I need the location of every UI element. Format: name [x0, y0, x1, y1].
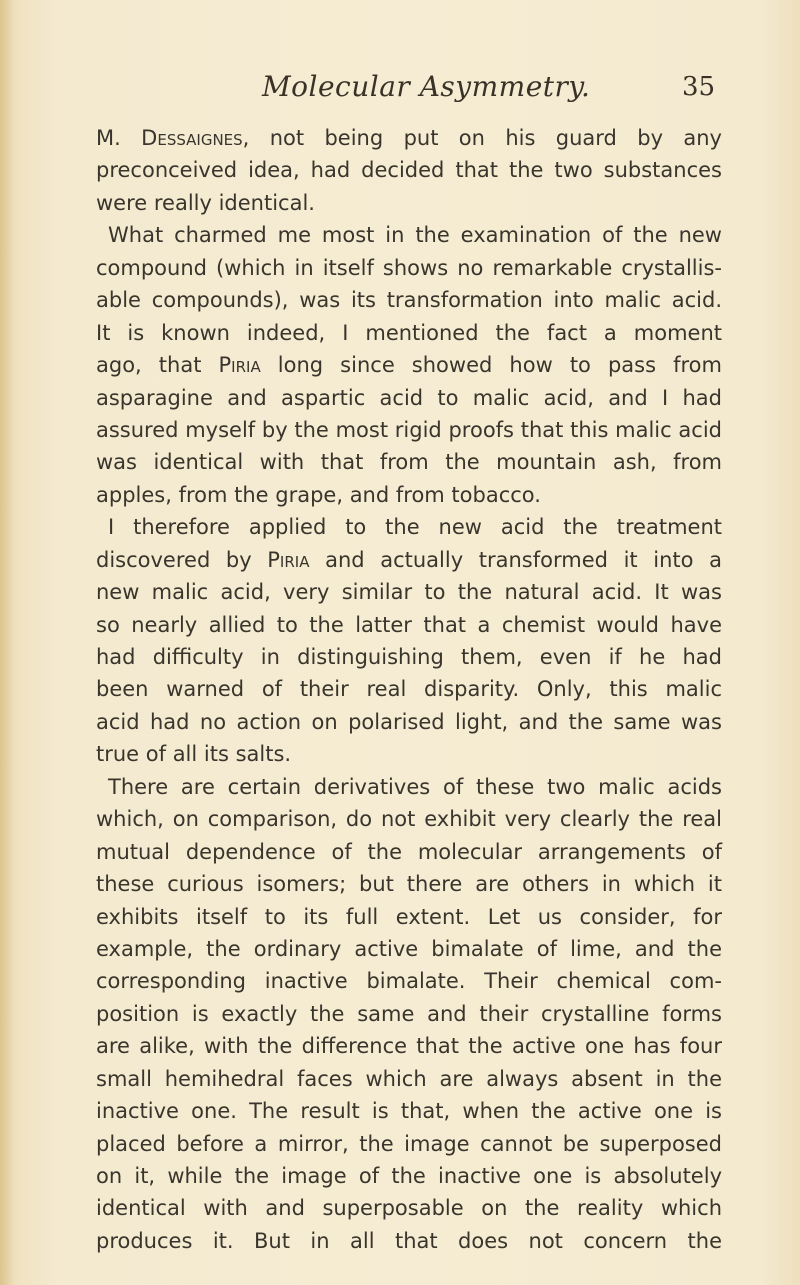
- page-gutter-shadow: [0, 0, 14, 1285]
- text-run: placed before a mirror, the image cannot be superposed: [96, 1131, 722, 1156]
- text-line: [96, 901, 722, 933]
- text-line: [96, 1128, 722, 1160]
- small-caps-name: Dessaignes: [141, 126, 243, 150]
- text-run: asparagine and aspartic acid to malic acid, and I had: [96, 385, 722, 410]
- text-line: [96, 1063, 722, 1095]
- text-line: [96, 836, 722, 868]
- running-title: Molecular Asymmetry.: [262, 70, 591, 103]
- text-run: It is known indeed, I mentioned the fact a moment: [96, 320, 722, 345]
- text-line: [96, 1030, 722, 1062]
- text-line: [96, 609, 722, 641]
- text-run: M.: [96, 126, 142, 150]
- text-run: corresponding inactive bimalate. Their chemical com-: [96, 969, 722, 994]
- text-run: discovered by: [96, 547, 268, 572]
- text-line: [96, 317, 722, 349]
- text-line: [96, 641, 722, 673]
- text-line: [96, 479, 722, 511]
- text-run: true of all its salts.: [96, 742, 292, 767]
- text-run: There are certain derivatives of these two malic acids: [108, 774, 722, 799]
- text-run: on it, while the image of the inactive one is absolutely: [96, 1164, 722, 1188]
- text-run: I therefore applied to the new acid the treatment: [108, 515, 722, 540]
- text-run: and actually transformed it into a: [309, 547, 722, 572]
- text-run: preconceived idea, had decided that the two substances: [96, 158, 722, 183]
- text-line: [96, 1095, 722, 1127]
- text-line: [96, 252, 722, 284]
- text-line: [96, 1225, 722, 1257]
- page-header: [0, 66, 800, 110]
- text-line: [96, 998, 722, 1030]
- text-line: [96, 511, 722, 543]
- text-run: inactive one. The result is that, when the active one is: [96, 1099, 722, 1124]
- text-run: which, on comparison, do not exhibit very clearly the real: [96, 807, 722, 832]
- text-run: small hemihedral faces which are always absent in the: [96, 1066, 722, 1091]
- text-run: mutual dependence of the molecular arrangements of: [96, 839, 722, 864]
- text-line: [96, 544, 722, 576]
- text-line: [96, 414, 722, 446]
- text-run: ago, that: [96, 353, 219, 378]
- text-run: long since showed how to pass from: [260, 353, 722, 378]
- text-run: exhibits itself to its full extent. Let us consider, for: [96, 904, 722, 929]
- text-line: [96, 738, 722, 770]
- text-line: [96, 771, 722, 803]
- text-run: assured myself by the most rigid proofs that this malic acid: [96, 417, 722, 442]
- text-run: acid had no action on polarised light, and the same was: [96, 709, 722, 734]
- text-run: had difficulty in distinguishing them, even if he had: [96, 645, 722, 669]
- text-line: [96, 154, 722, 186]
- body-text: [96, 122, 722, 1257]
- small-caps-name: Piria: [267, 547, 310, 572]
- text-line: [96, 673, 722, 705]
- text-run: been warned of their real disparity. Only, this malic: [96, 677, 722, 702]
- text-run: new malic acid, very similar to the natural acid. It was: [96, 580, 722, 605]
- text-run: identical with and superposable on the reality which: [96, 1196, 722, 1221]
- text-line: [96, 803, 722, 835]
- small-caps-name: Piria: [218, 353, 261, 378]
- text-line: [96, 965, 722, 997]
- text-run: so nearly allied to the latter that a chemist would have: [96, 612, 722, 637]
- text-run: produces it. But in all that does not concern the: [96, 1228, 722, 1253]
- text-run: these curious isomers; but there are others in which it: [96, 872, 722, 897]
- text-line: [96, 706, 722, 738]
- text-run: example, the ordinary active bimalate of lime, and the: [96, 936, 722, 961]
- text-line: [96, 284, 722, 316]
- text-line: [96, 349, 722, 381]
- text-line: [96, 187, 722, 219]
- text-line: [96, 1192, 722, 1224]
- text-run: able compounds), was its transformation into malic acid.: [96, 288, 722, 313]
- text-line: [96, 868, 722, 900]
- text-line: [96, 219, 722, 251]
- text-line: [96, 446, 722, 478]
- text-line: [96, 933, 722, 965]
- text-run: apples, from the grape, and from tobacco.: [96, 482, 541, 507]
- text-run: , not being put on his guard by any: [242, 126, 722, 150]
- text-run: was identical with that from the mountain ash, from: [96, 450, 722, 475]
- text-line: [96, 122, 722, 154]
- text-run: compound (which in itself shows no remarkable crystallis-: [96, 255, 722, 280]
- text-run: were really identical.: [96, 190, 315, 215]
- text-line: [96, 1160, 722, 1192]
- page-number: 35: [682, 72, 716, 102]
- text-line: [96, 576, 722, 608]
- text-run: are alike, with the difference that the active one has four: [96, 1034, 722, 1059]
- text-run: position is exactly the same and their crystalline forms: [96, 1001, 722, 1026]
- text-run: What charmed me most in the examination of the new: [108, 223, 722, 248]
- text-line: [96, 382, 722, 414]
